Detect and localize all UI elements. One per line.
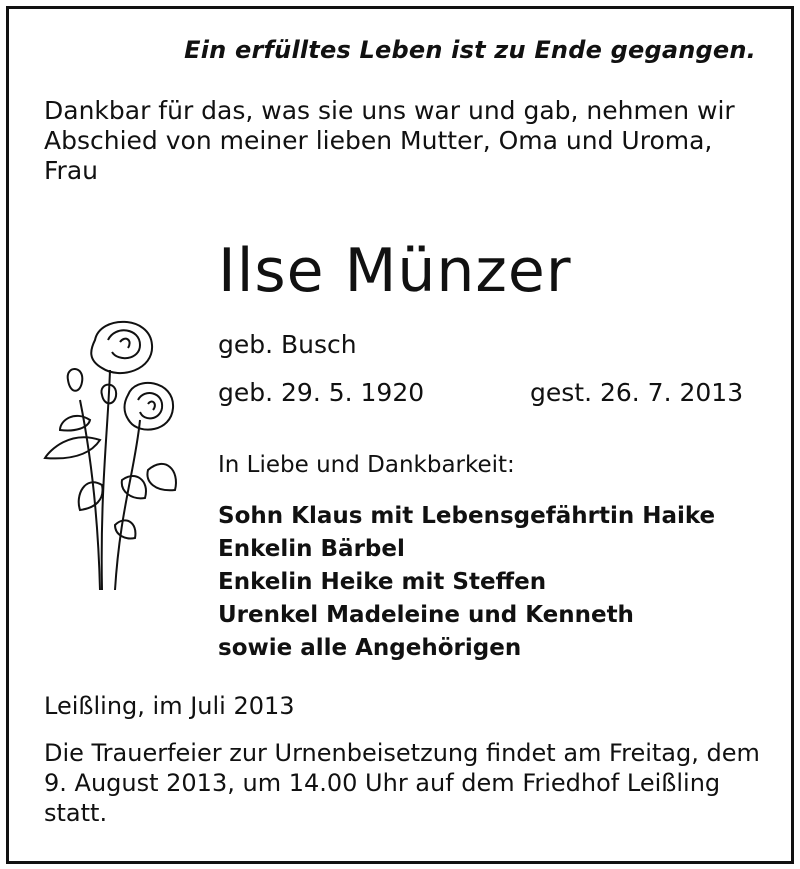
death-date: gest. 26. 7. 2013 <box>530 378 744 407</box>
mourners-list <box>218 500 715 665</box>
birth-date: geb. 29. 5. 1920 <box>218 378 425 407</box>
place-date: Leißling, im Juli 2013 <box>44 692 295 720</box>
ceremony-notice: Die Trauerfeier zur Urnenbeisetzung findet am Freitag, dem 9. August 2013, um 14.00 Uhr auf dem Friedhof Leißling statt. <box>44 739 760 827</box>
headline: Ein erfülltes Leben ist zu Ende gegangen. <box>184 36 756 64</box>
rose-illustration-icon <box>40 310 190 600</box>
mourner-item: Enkelin Heike mit Steffen <box>218 569 547 595</box>
intro-text: Dankbar für das, was sie uns war und gab, nehmen wir Abschied von meiner lieben Mutter, Oma und Uroma, Frau <box>44 96 735 185</box>
deceased-name: Ilse Münzer <box>218 236 572 306</box>
mourner-item: Enkelin Bärbel <box>218 536 405 562</box>
mourner-item: Sohn Klaus mit Lebensgefährtin Haike <box>218 503 716 529</box>
mourner-item: Urenkel Madeleine und Kenneth <box>218 602 634 628</box>
greeting-text: In Liebe und Dankbarkeit: <box>218 452 515 478</box>
mourner-item: sowie alle Angehörigen <box>218 635 522 661</box>
maiden-name: geb. Busch <box>218 330 357 359</box>
